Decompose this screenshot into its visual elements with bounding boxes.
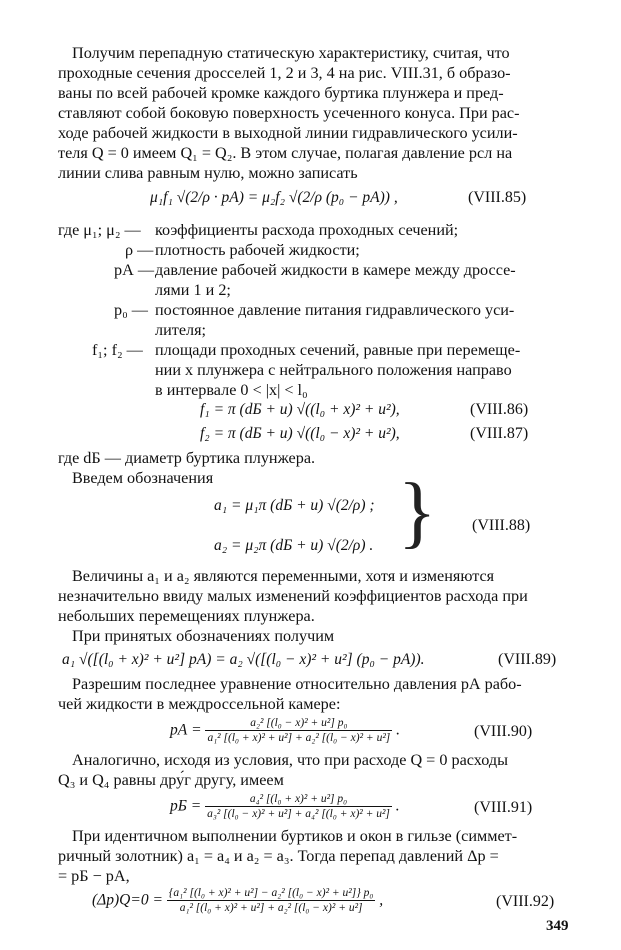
eq92-fraction (167, 886, 376, 915)
def-text: нии x плунжера с нейтрального положения направо (155, 361, 512, 379)
equation-87: f₂ = π (dБ + u) √((l₀ − x)² + u²), (200, 425, 400, 442)
paragraph-line: ходе рабочей жидкости в выходной линии гидравлического усили- (58, 124, 518, 142)
equation-number-92: (VIII.92) (496, 893, 555, 910)
equation-88a: a₁ = μ₁π (dБ + u) √(2/ρ) ; (214, 497, 375, 514)
equation-85: μ₁f₁ √(2/ρ · pА) = μ₂f₂ √(2/ρ (p₀ − pА)) , (150, 189, 398, 206)
paragraph-line: ваны по всей рабочей кромке каждого буртика плунжера и пред- (58, 84, 504, 102)
paragraph-line: Получим перепадную статическую характеристику, считая, что (72, 44, 510, 62)
equation-88b: a₂ = μ₂π (dБ + u) √(2/ρ) . (214, 537, 374, 554)
eq92-tail: , (379, 891, 384, 909)
paragraph-line: незначительно ввиду малых изменений коэффициентов расхода при (58, 587, 528, 605)
equation-number-90: (VIII.90) (474, 723, 533, 740)
def-text: постоянное давление питания гидравлического уси- (155, 301, 515, 319)
eq91-tail: . (395, 797, 400, 815)
def-symbol: где μ₁; μ₂ — (58, 221, 141, 239)
def-symbol: f₁; f₂ — (92, 341, 143, 359)
eq90-lhs: pА = (170, 721, 202, 739)
text-line: Введем обозначения (72, 469, 214, 487)
paragraph-line: Аналогично, исходя из условия, что при расходе Q = 0 расходы (72, 751, 508, 769)
eq90-denominator: a₁² [(l₀ + x)² + u²] + a₂² [(l₀ − x)² + u²] (207, 732, 391, 744)
eq90-tail: . (396, 721, 400, 739)
def-text: плотность рабочей жидкости; (155, 241, 360, 259)
def-symbol: p₀ — (114, 301, 148, 319)
def-text: лями 1 и 2; (155, 281, 231, 299)
equation-92 (92, 886, 383, 915)
eq92-lhs: (Δp)Q=0 = (92, 891, 163, 909)
equation-number-89: (VIII.89) (498, 651, 557, 668)
text-line: При принятых обозначениях получим (72, 627, 335, 645)
equation-number-87: (VIII.87) (470, 425, 529, 442)
def-text: коэффициенты расхода проходных сечений; (155, 221, 459, 239)
eq91-fraction (205, 792, 392, 821)
eq92-numerator: {a₁² [(l₀ + x)² + u²] − a₂² [(l₀ − x)² + u²]} p₀ (168, 887, 374, 899)
def-text: лителя; (155, 321, 207, 339)
paragraph-line: Q₃ и Q₄ равны дру́г другу, имеем (58, 771, 284, 789)
def-text: давление рабочей жидкости в камере между дроссе- (155, 261, 516, 279)
paragraph-line: чей жидкости в междроссельной камере: (58, 695, 341, 713)
paragraph-line: = pБ − pА, (58, 867, 130, 885)
paragraph-line: Величины a₁ и a₂ являются переменными, хотя и изменяются (72, 567, 495, 585)
paragraph-line: ричный золотник) a₁ = a₄ и a₂ = a₃. Тогда перепад давлений Δp = (58, 847, 499, 865)
eq91-lhs: pБ = (170, 797, 202, 815)
page-number: 349 (546, 918, 569, 934)
paragraph-line: ставляют собой боковую поверхность усеченного конуса. При рас- (58, 104, 520, 122)
equation-89: a₁ √([(l₀ + x)² + u²] pА) = a₂ √([(l₀ − x)² + u²] (p₀ − pА)). (62, 651, 425, 668)
equation-number-85: (VIII.85) (468, 189, 527, 206)
paragraph-line: Разрешим последнее уравнение относительно давления pА рабо- (72, 675, 522, 693)
equation-91 (170, 792, 400, 821)
equation-number-88: (VIII.88) (472, 517, 531, 534)
equation-number-86: (VIII.86) (470, 401, 529, 418)
paragraph-line: теля Q = 0 имеем Q₁ = Q₂. В этом случае, полагая давление pсл на (58, 144, 513, 162)
equation-number-91: (VIII.91) (474, 799, 533, 816)
paragraph-line: линии слива равным нулю, можно записать (58, 164, 358, 182)
right-brace-icon: } (398, 468, 437, 556)
def-symbol: pА — (114, 261, 155, 279)
eq90-fraction (205, 716, 392, 745)
paragraph-line: При идентичном выполнении буртиков и окон в гильзе (симмет- (72, 827, 518, 845)
eq91-denominator: a₃² [(l₀ − x)² + u²] + a₄² [(l₀ + x)² + u²] (207, 808, 390, 820)
def-text: площади проходных сечений, равные при перемеще- (155, 341, 521, 359)
equation-86: f₁ = π (dБ + u) √((l₀ + x)² + u²), (200, 401, 400, 418)
eq90-numerator: a₂² [(l₀ − x)² + u²] p₀ (205, 716, 392, 731)
eq92-denominator: a₁² [(l₀ + x)² + u²] + a₂² [(l₀ − x)² + u²] (179, 902, 363, 914)
equation-90 (170, 716, 400, 745)
def-symbol: ρ — (125, 241, 154, 259)
text-line: где dБ — диаметр буртика плунжера. (58, 449, 316, 467)
def-text: в интервале 0 < |x| < l₀ (155, 381, 308, 399)
paragraph-line: проходные сечения дросселей 1, 2 и 3, 4 на рис. VIII.31, б образо- (58, 64, 511, 82)
eq91-numerator: a₄² [(l₀ + x)² + u²] p₀ (205, 792, 392, 807)
paragraph-line: небольших перемещениях плунжера. (58, 607, 315, 625)
